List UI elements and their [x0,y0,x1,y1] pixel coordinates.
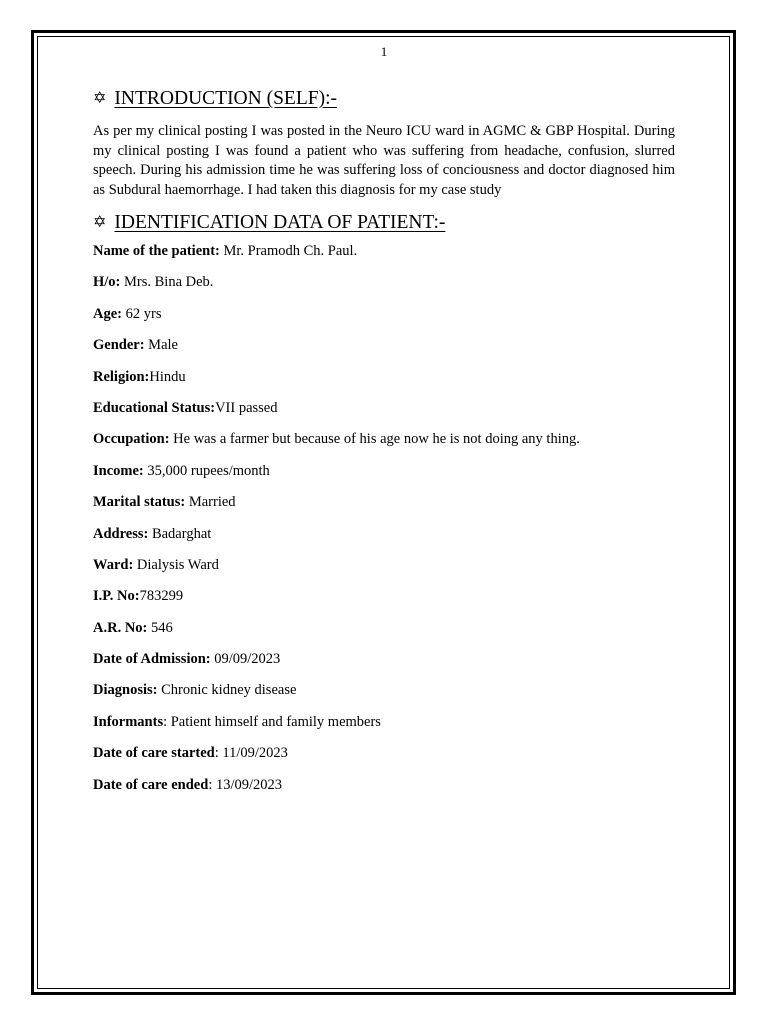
patient-field-value: Married [185,494,236,511]
patient-field-row [93,681,675,712]
star-of-david-icon: ✡ [93,90,107,107]
patient-field-label: Ward: [93,556,134,573]
patient-field-row [93,336,675,367]
patient-field-label: Date of Admission: [93,651,211,668]
patient-field-row [93,776,675,807]
patient-field-value: Chronic kidney disease [157,682,297,699]
introduction-heading-text: INTRODUCTION (SELF):- [114,88,338,109]
patient-field-label: Occupation: [93,431,170,448]
patient-field-label: Address: [93,525,149,542]
patient-field-label: I.P. No: [93,588,140,605]
patient-field-value: Hindu [149,368,186,385]
patient-field-label: Informants [93,713,164,730]
patient-field-value: Badarghat [148,525,212,542]
patient-field-row [93,368,675,399]
patient-field-value: He was a farmer but because of his age now he is not doing any thing. [169,431,580,448]
patient-field-row [93,587,675,618]
patient-field-label: A.R. No: [93,619,148,636]
patient-field-label: Date of care started [93,745,215,762]
patient-field-value: Dialysis Ward [133,556,219,573]
patient-field-row [93,525,675,556]
patient-field-value: : 11/09/2023 [214,745,288,762]
patient-field-row [93,399,675,430]
introduction-paragraph: As per my clinical posting I was posted in the Neuro ICU ward in AGMC & GBP Hospital. During my clinical posting I was found a patient who was suffering from headache, confusion, slurred speech. During his admission time he was suffering loss of conciousness and doctor diagnosed him as Subdural haemorrhage. I had taken this diagnosis for my case study [93,123,675,198]
patient-field-row [93,430,675,461]
identification-heading-text: IDENTIFICATION DATA OF PATIENT:- [114,212,446,233]
patient-field-value: 62 yrs [122,305,162,322]
patient-field-label: Educational Status: [93,399,216,416]
patient-field-row [93,462,675,493]
patient-field-row [93,493,675,524]
patient-field-row [93,744,675,775]
patient-field-value: 35,000 rupees/month [143,462,270,479]
patient-field-value: 546 [147,619,173,636]
patient-field-label: Name of the patient: [93,243,220,259]
patient-field-label: H/o: [93,274,121,291]
patient-field-value: 783299 [139,588,184,605]
patient-field-row [93,305,675,336]
patient-field-label: Gender: [93,337,145,354]
patient-field-value: VII passed [215,399,278,416]
patient-field-label: Age: [93,305,122,322]
patient-data-list [93,242,675,807]
patient-field-row [93,713,675,744]
star-of-david-icon: ✡ [93,214,107,231]
patient-field-row [93,619,675,650]
patient-field-value: : 13/09/2023 [208,776,283,793]
patient-field-row [93,242,675,273]
patient-field-label: Marital status: [93,494,186,511]
patient-field-row [93,650,675,681]
patient-field-value: Male [144,337,178,354]
patient-field-value: 09/09/2023 [210,651,281,668]
identification-heading [93,210,675,236]
patient-field-label: Income: [93,462,144,479]
patient-field-value: : Patient himself and family members [163,713,381,730]
patient-field-label: Religion: [93,368,150,385]
patient-field-value: Mr. Pramodh Ch. Paul. [219,243,358,259]
patient-field-row [93,556,675,587]
patient-field-label: Diagnosis: [93,682,158,699]
introduction-heading [93,86,675,112]
document-body [93,86,675,807]
patient-field-row [93,273,675,304]
patient-field-value: Mrs. Bina Deb. [120,274,214,291]
patient-field-label: Date of care ended [93,776,209,793]
page-number: 1 [380,44,388,59]
